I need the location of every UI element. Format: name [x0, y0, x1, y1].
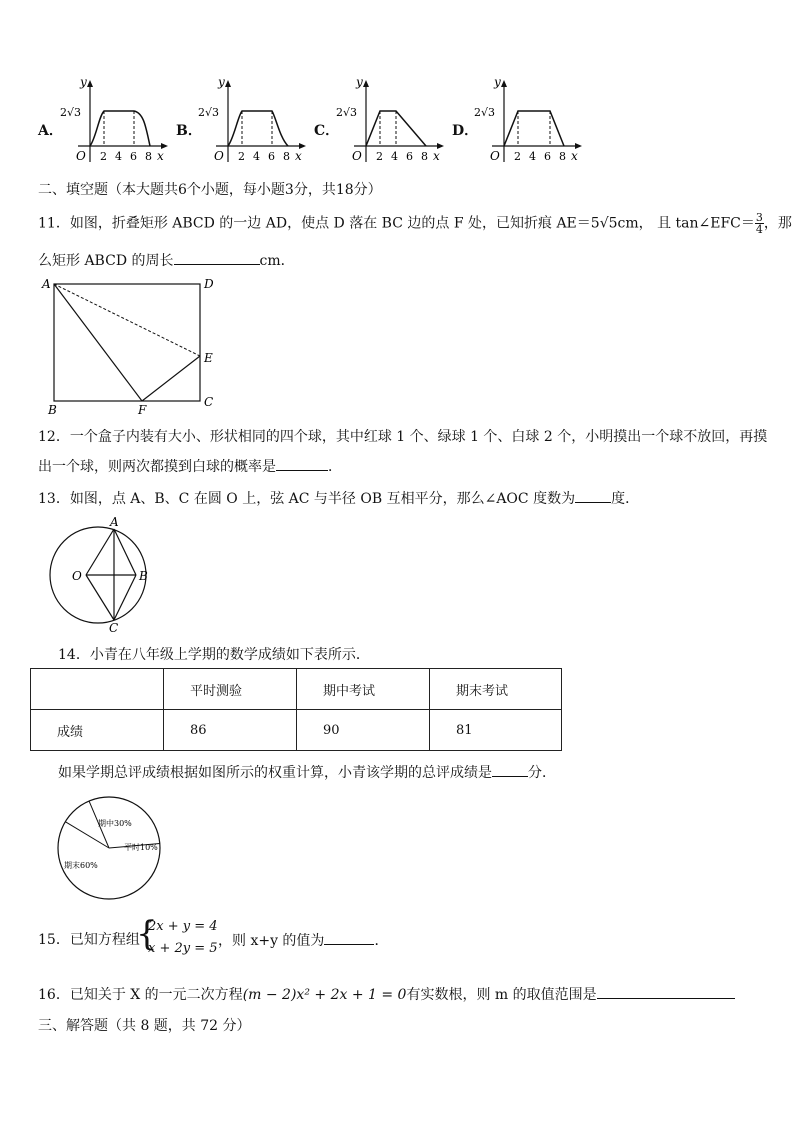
origin-label: O — [214, 149, 224, 163]
y-mark-label: 2√3 — [198, 106, 220, 119]
q15-suffix-text-a: ，则 x+y 的值为 — [218, 933, 325, 949]
tick-6: 6 — [130, 150, 137, 163]
q12-text: 出一个球，则两次都摸到白球的概率是 — [38, 459, 276, 475]
q14-pie-chart — [54, 794, 166, 902]
q15-eq-2: x + 2y = 5 — [148, 941, 218, 956]
point-f-label: F — [138, 403, 147, 417]
q11-text-c: ，那 — [763, 215, 792, 232]
point-o-label: O — [72, 569, 82, 583]
table-header-cell: 平时测验 — [164, 669, 297, 710]
q12-answer-blank[interactable] — [276, 456, 328, 471]
q12-line-2 — [38, 456, 342, 477]
tick-2: 2 — [376, 150, 383, 163]
pie-label-final: 期末60% — [64, 861, 98, 870]
q12-text-end: ． — [328, 459, 342, 475]
table-header-row — [31, 669, 562, 710]
tick-8: 8 — [283, 150, 290, 163]
q13-text-a: 13．如图，点 A、B、C 在圆 O 上，弦 AC 与半径 OB 互相平分，那么∠AOC 度数为 — [38, 491, 576, 507]
tick-8: 8 — [421, 150, 428, 163]
q14-follow-text-a: 如果学期总评成绩根据如图所示的权重计算，小青该学期的总评成绩是 — [58, 765, 492, 781]
q16-text-a: 16．已知关于 X 的一元二次方程 — [38, 987, 243, 1003]
table-cell: 81 — [430, 710, 562, 751]
point-a-label: A — [42, 277, 51, 291]
tick-6: 6 — [406, 150, 413, 163]
graph-option-c — [334, 78, 446, 173]
table-header-cell: 期中考试 — [297, 669, 430, 710]
origin-label: O — [352, 149, 362, 163]
origin-label: O — [76, 149, 86, 163]
axis-x-label: x — [571, 149, 578, 163]
q11-line-1 — [38, 212, 792, 235]
q11-text-e: cm． — [259, 253, 295, 269]
tick-6: 6 — [268, 150, 275, 163]
q16-answer-blank[interactable] — [597, 984, 735, 999]
y-mark-label: 2√3 — [474, 106, 496, 119]
table-header-cell: 期末考试 — [430, 669, 562, 710]
q13-circle-figure — [36, 514, 166, 634]
q13-answer-blank[interactable] — [575, 488, 611, 503]
axis-x-label: x — [157, 149, 164, 163]
y-mark-label: 2√3 — [60, 106, 82, 119]
q15-prefix: 15．已知方程组 — [38, 932, 140, 948]
q16-text-b: 有实数根，则 m 的取值范围是 — [406, 987, 597, 1003]
origin-label: O — [490, 149, 500, 163]
q15-suffix — [218, 930, 388, 951]
q14-intro: 14．小青在八年级上学期的数学成绩如下表所示． — [58, 647, 370, 663]
tick-4: 4 — [391, 150, 398, 163]
q11-rectangle-figure — [38, 274, 228, 420]
point-b-label: B — [139, 569, 148, 583]
section-2-title: 二、填空题（本大题共6个小题，每小题3分，共18分） — [38, 182, 382, 198]
point-d-label: D — [204, 277, 214, 291]
option-b-letter: B． — [176, 123, 202, 139]
q13-line — [38, 488, 639, 509]
tick-4: 4 — [115, 150, 122, 163]
q14-answer-blank[interactable] — [492, 762, 528, 777]
option-a-letter: A． — [38, 123, 63, 139]
point-a-label: A — [110, 515, 119, 529]
section-3-title: 三、解答题（共 8 题，共 72 分） — [38, 1018, 251, 1034]
q11-fraction — [755, 212, 764, 235]
axis-x-label: x — [433, 149, 440, 163]
q15-suffix-text-b: ． — [374, 933, 389, 949]
tick-8: 8 — [559, 150, 566, 163]
option-c-letter: C． — [314, 123, 340, 139]
q11-text-d: 么矩形 ABCD 的周长 — [38, 253, 174, 269]
point-b-label: B — [48, 403, 57, 417]
graph-option-d — [472, 78, 584, 173]
tick-4: 4 — [253, 150, 260, 163]
q14-score-table — [30, 668, 562, 751]
pie-label-mid: 期中30% — [98, 819, 132, 828]
table-cell: 86 — [164, 710, 297, 751]
q11-frac-num: 3 — [755, 211, 763, 224]
q15-equation-system — [148, 916, 218, 960]
q15-brace: { — [136, 914, 158, 954]
table-cell: 90 — [297, 710, 430, 751]
option-d-letter: D． — [452, 123, 479, 139]
q11-line-2 — [38, 250, 295, 271]
tick-8: 8 — [145, 150, 152, 163]
graph-option-a — [58, 78, 170, 173]
q11-text-b: cm， 且 tan∠EFC＝ — [617, 215, 755, 232]
axis-y-label: y — [494, 78, 501, 89]
q15-answer-blank[interactable] — [324, 930, 374, 945]
axis-y-label: y — [218, 78, 225, 89]
q16-line — [38, 984, 735, 1005]
q14-follow-line — [58, 762, 556, 783]
tick-6: 6 — [544, 150, 551, 163]
q11-text-a: 11．如图，折叠矩形 ABCD 的一边 AD，使点 D 落在 BC 边的点 F 处，已知折痕 AE＝5 — [38, 215, 600, 232]
axis-x-label: x — [295, 149, 302, 163]
pie-label-usual: 平时10% — [124, 843, 158, 852]
tick-2: 2 — [100, 150, 107, 163]
table-cell: 成绩 — [31, 710, 164, 751]
table-header-cell — [31, 669, 164, 710]
tick-2: 2 — [514, 150, 521, 163]
q11-answer-blank[interactable] — [174, 250, 260, 265]
table-row — [31, 710, 562, 751]
axis-y-label: y — [356, 78, 363, 89]
q13-text-b: 度． — [611, 491, 640, 507]
q15-eq-1: 2x + y = 4 — [148, 919, 218, 934]
point-c-label: C — [109, 621, 119, 634]
y-mark-label: 2√3 — [336, 106, 358, 119]
point-e-label: E — [204, 351, 213, 365]
q12-line-1: 12．一个盒子内装有大小、形状相同的四个球，其中红球 1 个、绿球 1 个、白球 2 个，小明摸出一个球不放回，再摸 — [38, 429, 768, 445]
point-c-label: C — [204, 395, 214, 409]
q11-frac-den: 4 — [755, 223, 763, 236]
q11-sqrt: √5 — [599, 215, 618, 232]
q16-equation: (m − 2)x² + 2x + 1 = 0 — [242, 987, 407, 1003]
graph-option-b — [196, 78, 308, 173]
axis-y-label: y — [80, 78, 87, 89]
tick-4: 4 — [529, 150, 536, 163]
option-graphs-row — [0, 78, 794, 173]
q14-follow-text-b: 分． — [528, 765, 556, 781]
tick-2: 2 — [238, 150, 245, 163]
